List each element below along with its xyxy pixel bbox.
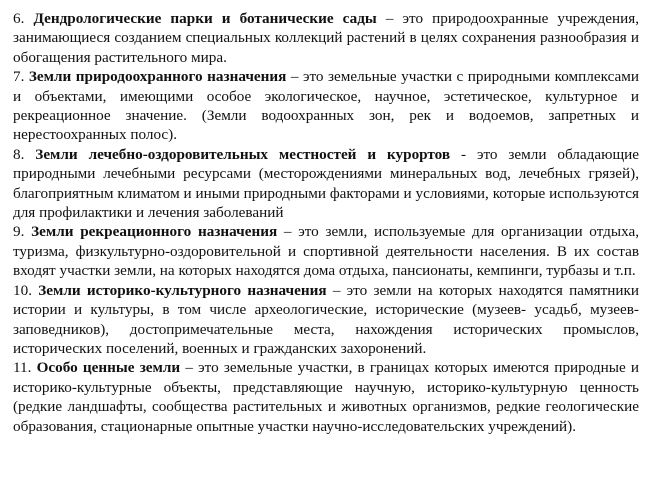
item-number: 10.: [13, 281, 32, 299]
item-number: 11.: [13, 359, 32, 377]
list-item-8: [13, 145, 639, 223]
item-number: 8.: [13, 145, 25, 163]
list-item-10: [13, 281, 639, 359]
item-number: 9.: [13, 223, 25, 241]
item-term: Земли рекреационного назначения: [31, 223, 278, 241]
list-item-9: [13, 222, 639, 280]
item-term: Особо ценные земли: [36, 359, 181, 377]
item-definition: – это земли, используемые для организации отдыха, туризма, физкультурно-оздоровительной и спортивной деятельности населения. В их состав входят участки земли, на которых находятся дома отдыха, пансионаты, кемпинги, турбазы и т.п.: [13, 223, 639, 280]
item-definition: – это природоохранные учреждения, занимающиеся созданием специальных коллекций растений в целях сохранения разнообразия и обогащения растительного мира.: [13, 10, 640, 66]
item-term: Земли историко-культурного назначения: [38, 281, 327, 299]
item-definition: - это земли обладающие природными лечебными ресурсами (месторождениями минеральных вод, лечебных грязей), благоприятным климатом и иными природными факторами и условиями, которые используются для профилактики и лечения заболеваний: [13, 145, 640, 222]
item-term: Земли лечебно-оздоровительных местностей и курортов: [35, 145, 451, 163]
item-term: Дендрологические парки и ботанические сады: [33, 10, 377, 27]
item-number: 7.: [13, 68, 25, 86]
document-page: [13, 9, 639, 436]
list-item-7: [13, 67, 639, 145]
item-number: 6.: [13, 10, 25, 27]
list-item-6: [13, 9, 639, 67]
item-definition: – это земли на которых находятся памятники истории и культуры, в том числе археологические, исторические (музеев- усадьб, музеев-заповедников), достопримечательные места, нахождения исторических промыслов, исторических поселений, военных и гражданских захоронений.: [13, 281, 639, 357]
item-definition: – это земельные участки, в границах которых имеются природные и историко-культурные объекты, представляющие научную, историко-культурную ценность (редкие ландшафты, сообщества растительных и животных организмов, редкие геологические образования, стационарные опытные участки научно-исследовательских учреждений).: [13, 359, 640, 435]
item-term: Земли природоохранного назначения: [28, 68, 287, 86]
item-definition: – это земельные участки с природными комплексами и объектами, имеющими особое экологическое, научное, эстетическое, культурное и рекреационное значение. (Земли водоохранных зон, рек и водоемов, запретных и нерестоохранных полос).: [13, 68, 640, 144]
list-item-11: [13, 358, 639, 436]
